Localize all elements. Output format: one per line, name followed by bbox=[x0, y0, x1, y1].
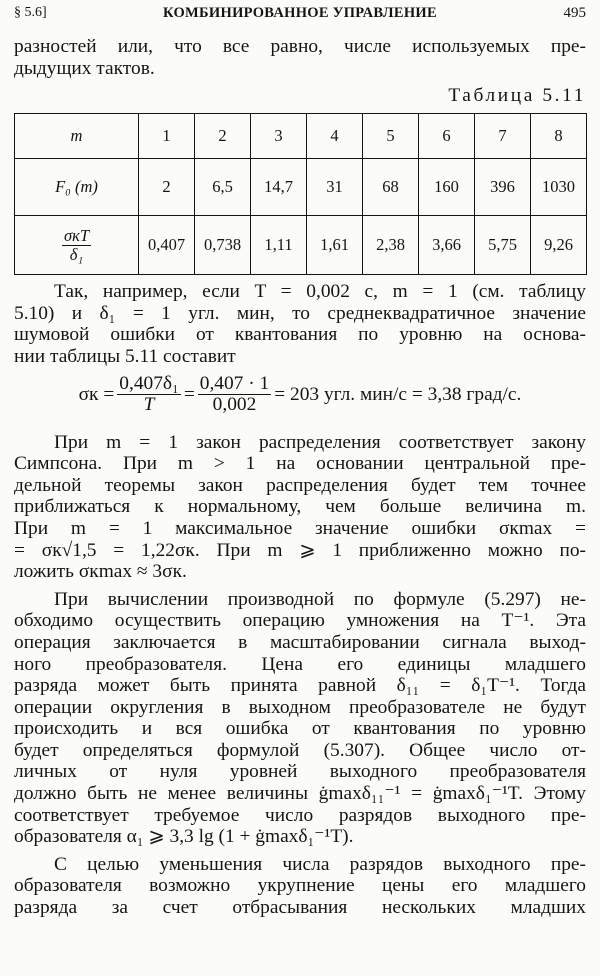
table-cell: 14,7 bbox=[251, 159, 307, 216]
table-cell: 2,38 bbox=[363, 216, 419, 275]
text-line: образователя α₁ ⩾ 3,3 lg (1 + ġmaxδ₁⁻¹T). bbox=[14, 826, 354, 848]
row-header-ratio bbox=[15, 216, 139, 275]
table-cell: 7 bbox=[475, 114, 531, 159]
table-cell: 0,738 bbox=[195, 216, 251, 275]
text-line: Так, например, если T = 0,002 с, m = 1 (см. таблицу bbox=[54, 281, 586, 303]
text-line: = σк√1,5 = 1,22σк. При m ⩾ 1 приближенно можно по- bbox=[14, 539, 586, 561]
table-cell: 2 bbox=[195, 114, 251, 159]
table-cell: 1 bbox=[139, 114, 195, 159]
text-line: разностей или, что все равно, числе используемых пре- bbox=[14, 36, 586, 57]
text-line: должно быть не менее величины ġmaxδ₁₁⁻¹ = ġmaxδ₁⁻¹T. Этому bbox=[14, 783, 586, 805]
text-line: дыдущих тактов. bbox=[14, 57, 155, 79]
table-cell: 0,407 bbox=[139, 216, 195, 275]
text-line: образователя возможно укрупнение цены его младшего bbox=[14, 875, 586, 897]
text-line: При m = 1 максимальное значение ошибки σкmax = bbox=[14, 517, 586, 539]
text-line: При m = 1 закон распределения соответствует закону bbox=[54, 431, 586, 453]
table-cell: 3 bbox=[251, 114, 307, 159]
table-cell: 4 bbox=[307, 114, 363, 159]
row-header-m: m bbox=[15, 114, 139, 159]
running-header bbox=[14, 2, 586, 24]
table-cell: 6,5 bbox=[195, 159, 251, 216]
text-line: ложить σкmax ≈ 3σк. bbox=[14, 561, 187, 583]
table-cell: 8 bbox=[531, 114, 587, 159]
text-line: 5.10) и δ₁ = 1 угл. мин, то среднеквадратичное значение bbox=[14, 302, 586, 324]
display-formula: σк = $\frac{\text{0,407δ₁}}{T}$ = $\frac{0,407 \cdot 1}{0,002}$ = 203 угл. мин/с = 3,38 град/с. bbox=[78, 373, 522, 416]
table-cell: 6 bbox=[419, 114, 475, 159]
table-cell: 1,61 bbox=[307, 216, 363, 275]
text-line: дельной теоремы закон распределения будет тем точнее bbox=[14, 474, 586, 496]
table-row bbox=[15, 159, 587, 216]
running-title: КОМБИНИРОВАННОЕ УПРАВЛЕНИЕ bbox=[163, 5, 437, 21]
text-line: обходимо осуществить операцию умножения на T⁻¹. Эта bbox=[14, 610, 586, 632]
text-line: нии таблицы 5.11 составит bbox=[14, 345, 236, 367]
text-line: личных от нуля уровней выходного преобразователя bbox=[14, 761, 586, 783]
row-header-f0: F₀ (m) bbox=[15, 159, 139, 216]
table-cell: 5 bbox=[363, 114, 419, 159]
table-row bbox=[15, 114, 587, 159]
text-line: приближаться к нормальному, чем больше величина m. bbox=[14, 496, 586, 518]
text-line: операции округления в выходном преобразователе не будут bbox=[14, 696, 586, 718]
table-cell: 1,11 bbox=[251, 216, 307, 275]
formula-fraction: $\frac{0,407 \cdot 1}{0,002}$ bbox=[199, 373, 270, 416]
text-line: ного преобразователя. Цена его единицы младшего bbox=[14, 653, 586, 675]
text-line: разряда за счет отбрасывания нескольких младших bbox=[14, 897, 586, 919]
text-line: соответствует требуемое число разрядов выходного пре- bbox=[14, 804, 586, 826]
table-cell: 68 bbox=[363, 159, 419, 216]
table-cell: 396 bbox=[475, 159, 531, 216]
data-table bbox=[14, 113, 587, 275]
table-caption: Таблица 5.11 bbox=[448, 85, 586, 107]
ratio-fraction: $\frac{\text{σкT}}{\text{δ₁}}$ bbox=[63, 225, 90, 264]
table-cell: 5,75 bbox=[475, 216, 531, 275]
text-line: С целью уменьшения числа разрядов выходного пре- bbox=[54, 853, 586, 875]
formula-fraction: $\frac{\text{0,407δ₁}}{T}$ bbox=[119, 373, 179, 416]
text-line: будет определяться формулой (5.307). Общее число от- bbox=[14, 739, 586, 761]
table-cell: 9,26 bbox=[531, 216, 587, 275]
page-body bbox=[14, 36, 586, 919]
text-line: При вычислении производной по формуле (5.297) не- bbox=[54, 588, 586, 610]
table-row bbox=[15, 216, 587, 275]
text-line: Симпсона. При m > 1 на основании центральной пре- bbox=[14, 453, 586, 475]
text-line: шумовой ошибки от квантования по уровню на основа- bbox=[14, 324, 586, 346]
table-cell: 160 bbox=[419, 159, 475, 216]
section-ref: § 5.6] bbox=[14, 5, 47, 20]
table-cell: 3,66 bbox=[419, 216, 475, 275]
page-number: 495 bbox=[563, 5, 586, 21]
text-line: происходить и вся ошибка от квантования по уровню bbox=[14, 718, 586, 740]
table-cell: 2 bbox=[139, 159, 195, 216]
text-line: разряда может быть принята равной δ₁₁ = δ₁T⁻¹. Тогда bbox=[14, 675, 586, 697]
table-cell: 31 bbox=[307, 159, 363, 216]
table-cell: 1030 bbox=[531, 159, 587, 216]
text-line: операция заключается в масштабировании сигнала выход- bbox=[14, 631, 586, 653]
